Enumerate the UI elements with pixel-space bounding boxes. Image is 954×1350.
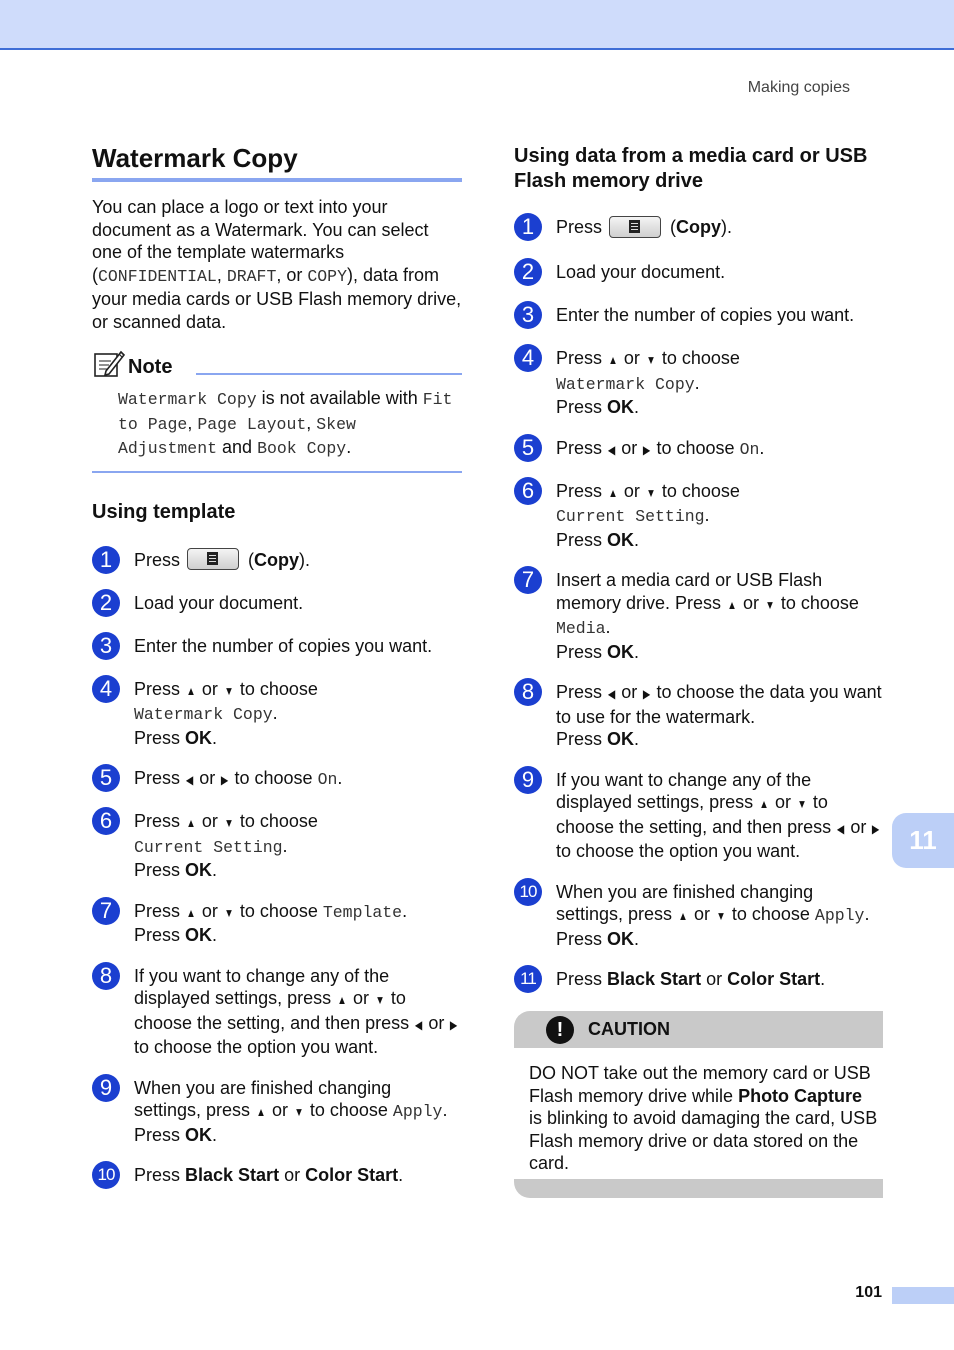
- step-text: [556, 881, 884, 951]
- page-number: 101: [855, 1284, 882, 1301]
- text-run: to choose the option you want.: [556, 841, 801, 861]
- bold-key-label: OK: [607, 641, 635, 662]
- bold-key-label: Copy: [676, 217, 722, 237]
- step-text: [556, 569, 884, 663]
- step-item: [514, 968, 884, 993]
- bold-key-label: Color Start: [305, 1165, 399, 1185]
- text-run: to choose: [234, 900, 323, 921]
- arrow-down-icon: ▼: [716, 909, 726, 923]
- step-item: [92, 632, 462, 660]
- arrow-down-icon: ▼: [797, 797, 807, 811]
- subheading-using-template: Using template: [92, 500, 236, 523]
- text-run: to choose: [656, 480, 740, 501]
- text-run: Press: [556, 480, 608, 501]
- text-run: .: [634, 641, 640, 662]
- step-number-badge: 1: [514, 213, 542, 241]
- step-item: [92, 675, 462, 750]
- exclamation-icon: !: [546, 1016, 574, 1044]
- steps-using-media: [514, 216, 884, 993]
- step-text: [134, 1164, 403, 1187]
- arrow-left-icon: ◀: [185, 773, 194, 787]
- text-run: to choose: [651, 437, 740, 458]
- text-run: Insert a media card or USB Flash memory drive. Press: [556, 570, 823, 613]
- arrow-down-icon: ▼: [375, 993, 385, 1007]
- text-run: Press: [556, 928, 608, 949]
- text-run: Press: [134, 678, 186, 699]
- lcd-menu-text: Skew Adjustment: [118, 414, 356, 458]
- step-item: [514, 216, 884, 241]
- arrow-right-icon: ▶: [643, 442, 651, 457]
- caution-label: CAUTION: [588, 1019, 670, 1039]
- chapter-tab: 11: [892, 813, 954, 868]
- text-run: or: [618, 348, 645, 368]
- step-text: [134, 635, 432, 658]
- caution-footer-band: [514, 1179, 883, 1198]
- step-item: [514, 304, 884, 329]
- step-item: [514, 681, 884, 751]
- bold-key-label: OK: [185, 1124, 213, 1145]
- right-column: [514, 140, 884, 1198]
- step-item: [92, 1074, 462, 1147]
- arrow-down-icon: ▼: [294, 1105, 304, 1119]
- text-run: to choose: [304, 1100, 393, 1120]
- text-run: ), data from your media cards or USB Flash memory drive, or scanned data.: [92, 264, 462, 332]
- text-run: Enter the number of copies you want.: [134, 635, 433, 656]
- text-run: Press: [134, 900, 186, 921]
- step-item: [514, 569, 884, 663]
- note-label: Note: [128, 356, 173, 378]
- text-run: or: [196, 811, 223, 831]
- text-run: .: [272, 703, 278, 723]
- text-run: Press: [556, 348, 608, 368]
- lcd-menu-text: Book Copy: [257, 439, 347, 458]
- text-run: .: [864, 904, 870, 924]
- arrow-up-icon: ▲: [256, 1105, 266, 1119]
- step-text: [134, 767, 342, 792]
- text-run: or: [348, 988, 375, 1008]
- step-number-badge: 1: [92, 546, 120, 574]
- lcd-menu-text: CONFIDENTIAL: [98, 266, 217, 286]
- text-run: Press: [134, 1165, 186, 1185]
- lcd-menu-text: COPY: [307, 266, 347, 286]
- arrow-right-icon: ▶: [643, 687, 651, 701]
- bold-key-label: Photo Capture: [738, 1085, 863, 1106]
- text-run: Press: [134, 549, 186, 570]
- text-run: (: [243, 549, 255, 570]
- arrow-down-icon: ▼: [224, 905, 234, 920]
- text-run: .: [212, 1124, 218, 1145]
- text-run: to choose: [775, 592, 859, 613]
- step-text: [134, 1077, 462, 1147]
- step-text: [556, 681, 884, 751]
- text-run: or: [618, 480, 645, 501]
- step-text: [134, 592, 303, 615]
- text-run: to choose the data you want to use for the watermark.: [556, 682, 882, 727]
- text-run: When you are finished changing settings, press: [134, 1077, 392, 1120]
- lcd-menu-text: On: [739, 439, 760, 459]
- step-number-badge: 10: [92, 1161, 120, 1189]
- text-run: Press: [134, 727, 186, 748]
- text-run: .: [634, 729, 640, 749]
- lcd-menu-text: Watermark Copy: [134, 705, 273, 724]
- arrow-up-icon: ▲: [727, 597, 737, 612]
- text-run: Press: [556, 529, 608, 550]
- text-run: and: [217, 437, 258, 457]
- text-run: Enter the number of copies you want.: [556, 305, 855, 325]
- lcd-menu-text: Apply: [392, 1102, 443, 1121]
- text-run: .: [212, 860, 218, 880]
- text-run: DO NOT take out the memory card or USB Flash memory drive while: [529, 1063, 871, 1106]
- arrow-right-icon: ▶: [221, 773, 229, 787]
- step-item: [92, 546, 462, 574]
- header-band: [0, 0, 954, 50]
- text-run: , or: [276, 264, 308, 285]
- text-run: Press: [556, 641, 608, 662]
- note-text: [118, 387, 462, 461]
- note-rule: [196, 373, 462, 375]
- arrow-down-icon: ▼: [224, 683, 234, 698]
- steps-using-template: [92, 546, 462, 1190]
- text-run: or: [266, 1100, 293, 1120]
- step-number-badge: 7: [514, 566, 542, 594]
- lcd-menu-text: Apply: [814, 906, 865, 925]
- text-run: ,: [216, 264, 227, 285]
- bold-key-label: Copy: [254, 549, 300, 570]
- arrow-up-icon: ▲: [759, 797, 769, 811]
- text-run: to choose the setting, and then press: [134, 988, 415, 1033]
- text-run: Press: [556, 969, 608, 989]
- arrow-up-icon: ▲: [186, 683, 196, 698]
- arrow-up-icon: ▲: [186, 816, 196, 830]
- caution-header: [514, 1011, 883, 1048]
- bold-key-label: Black Start: [607, 969, 702, 989]
- lcd-menu-text: Current Setting: [134, 837, 283, 857]
- lcd-menu-text: Media: [556, 619, 606, 638]
- text-run: .: [634, 397, 640, 417]
- text-run: Press: [134, 811, 186, 831]
- bold-key-label: OK: [607, 529, 635, 550]
- lcd-menu-text: On: [317, 770, 338, 789]
- step-number-badge: 6: [92, 807, 120, 835]
- text-run: or: [845, 816, 872, 837]
- left-column: [92, 140, 462, 1189]
- step-text: [556, 304, 854, 327]
- text-run: .: [398, 1165, 404, 1185]
- caution-box: [514, 1011, 883, 1198]
- text-run: to choose: [234, 678, 318, 699]
- step-number-badge: 5: [514, 434, 542, 462]
- text-run: Press: [556, 682, 608, 702]
- bold-key-label: OK: [607, 397, 635, 417]
- text-run: .: [820, 969, 826, 989]
- step-text: [556, 480, 740, 552]
- text-run: or: [616, 437, 643, 458]
- text-run: .: [212, 925, 218, 945]
- text-run: .: [634, 529, 640, 550]
- note-pencil-icon: [92, 349, 126, 379]
- step-number-badge: 3: [514, 301, 542, 329]
- arrow-left-icon: ◀: [607, 442, 616, 457]
- text-run: If you want to change any of the displayed settings, press: [134, 965, 390, 1008]
- text-run: Load your document.: [556, 262, 726, 282]
- text-run: Press: [556, 729, 608, 749]
- step-text: [556, 347, 740, 419]
- step-number-badge: 3: [92, 632, 120, 660]
- text-run: .: [634, 928, 640, 949]
- text-run: ).: [299, 549, 311, 570]
- step-text: [556, 261, 725, 284]
- step-item: [514, 766, 884, 863]
- text-run: .: [402, 900, 408, 921]
- caution-text: [514, 1048, 883, 1179]
- text-run: .: [212, 727, 218, 748]
- arrow-up-icon: ▲: [608, 485, 618, 500]
- step-item: [92, 1164, 462, 1189]
- text-run: Press: [134, 925, 186, 945]
- text-run: .: [605, 617, 611, 637]
- lcd-menu-text: Template: [322, 902, 403, 922]
- text-run: or: [194, 768, 221, 788]
- lcd-menu-text: Watermark Copy: [118, 390, 257, 409]
- step-number-badge: 5: [92, 764, 120, 792]
- step-number-badge: 6: [514, 477, 542, 505]
- bold-key-label: Black Start: [185, 1165, 280, 1185]
- text-run: Press: [556, 217, 608, 237]
- text-run: to choose the option you want.: [134, 1037, 379, 1057]
- text-run: to choose: [229, 768, 318, 788]
- text-run: When you are finished changing settings, press: [556, 881, 814, 924]
- step-item: [514, 261, 884, 286]
- page-number-bar: [892, 1287, 954, 1304]
- step-item: [92, 962, 462, 1059]
- section-title: Watermark Copy: [92, 140, 462, 182]
- step-item: [92, 897, 462, 947]
- step-number-badge: 7: [92, 897, 120, 925]
- step-text: [556, 769, 884, 863]
- subheading-using-media: Using data from a media card or USB Flash memory drive: [514, 145, 868, 192]
- text-run: to choose the setting, and then press: [556, 792, 837, 837]
- text-run: Press: [134, 860, 186, 880]
- text-run: Press: [556, 397, 608, 417]
- text-run: ,: [187, 412, 198, 433]
- text-run: Press: [134, 1124, 186, 1145]
- arrow-down-icon: ▼: [646, 485, 656, 500]
- text-run: or: [279, 1165, 306, 1185]
- text-run: or: [616, 682, 643, 702]
- step-item: [514, 477, 884, 552]
- arrow-left-icon: ◀: [415, 1017, 423, 1032]
- step-text: [134, 900, 407, 947]
- bold-key-label: OK: [607, 928, 635, 949]
- bold-key-label: OK: [607, 729, 635, 749]
- arrow-left-icon: ◀: [607, 687, 616, 701]
- bold-key-label: OK: [185, 727, 213, 748]
- arrow-down-icon: ▼: [224, 816, 234, 830]
- text-run: .: [759, 437, 765, 458]
- step-number-badge: 9: [514, 766, 542, 794]
- text-run: .: [694, 372, 700, 393]
- step-number-badge: 4: [514, 344, 542, 372]
- text-run: .: [337, 768, 343, 788]
- lcd-menu-text: Watermark Copy: [556, 374, 695, 394]
- step-text: [134, 678, 318, 750]
- arrow-right-icon: ▶: [450, 1017, 458, 1032]
- copy-button-icon: [187, 548, 239, 570]
- step-text: [556, 216, 732, 239]
- text-run: or: [196, 678, 223, 699]
- text-run: or: [196, 900, 223, 921]
- arrow-up-icon: ▲: [337, 993, 347, 1007]
- text-run: .: [282, 835, 288, 856]
- text-run: to choose: [234, 811, 318, 831]
- bold-key-label: OK: [185, 925, 213, 945]
- text-run: or: [737, 592, 764, 613]
- running-header: Making copies: [747, 79, 850, 96]
- step-item: [92, 767, 462, 792]
- step-item: [514, 434, 884, 462]
- arrow-left-icon: ◀: [837, 821, 845, 836]
- step-number-badge: 8: [92, 962, 120, 990]
- text-run: Load your document.: [134, 592, 304, 613]
- text-run: is blinking to avoid damaging the card, USB Flash memory drive or data stored on the card.: [529, 1108, 878, 1173]
- text-run: (: [665, 217, 677, 237]
- lcd-menu-text: DRAFT: [226, 266, 277, 286]
- note-header: [92, 349, 462, 379]
- step-text: [556, 437, 764, 462]
- text-run: .: [704, 505, 710, 525]
- bold-key-label: OK: [185, 860, 213, 880]
- step-item: [92, 589, 462, 617]
- step-text: [556, 968, 825, 991]
- text-run: to choose: [656, 348, 740, 368]
- step-item: [92, 810, 462, 882]
- text-run: or: [688, 904, 715, 924]
- step-item: [514, 881, 884, 951]
- step-text: [134, 549, 310, 572]
- step-number-badge: 9: [92, 1074, 120, 1102]
- copy-button-icon: [609, 216, 661, 238]
- text-run: Press: [134, 768, 186, 788]
- step-number-badge: 2: [514, 258, 542, 286]
- intro-paragraph: [92, 196, 462, 333]
- arrow-down-icon: ▼: [646, 353, 656, 367]
- arrow-up-icon: ▲: [186, 905, 196, 920]
- arrow-down-icon: ▼: [765, 597, 775, 612]
- step-item: [514, 347, 884, 419]
- text-run: to choose: [726, 904, 815, 924]
- step-number-badge: 11: [514, 965, 542, 993]
- lcd-menu-text: Fit to Page: [118, 390, 453, 434]
- note-box: [92, 349, 462, 473]
- lcd-menu-text: Current Setting: [556, 507, 705, 526]
- arrow-up-icon: ▲: [608, 353, 618, 367]
- arrow-up-icon: ▲: [678, 909, 688, 923]
- text-run: If you want to change any of the displayed settings, press: [556, 769, 812, 812]
- text-run: .: [346, 437, 352, 457]
- text-run: ,: [306, 412, 317, 433]
- step-number-badge: 10: [514, 878, 542, 906]
- arrow-right-icon: ▶: [872, 821, 880, 836]
- text-run: Press: [556, 437, 608, 458]
- step-number-badge: 4: [92, 675, 120, 703]
- text-run: You can place a logo or text into your document as a Watermark. You can select one of the template watermarks (: [92, 197, 429, 285]
- text-run: or: [423, 1012, 450, 1033]
- bold-key-label: Color Start: [727, 969, 821, 989]
- text-run: or: [701, 969, 728, 989]
- text-run: is not available with: [256, 388, 423, 408]
- step-text: [134, 965, 462, 1059]
- text-run: ).: [721, 217, 733, 237]
- text-run: .: [442, 1100, 448, 1120]
- step-number-badge: 2: [92, 589, 120, 617]
- step-number-badge: 8: [514, 678, 542, 706]
- text-run: or: [770, 792, 797, 812]
- step-text: [134, 810, 318, 882]
- lcd-menu-text: Page Layout: [197, 414, 307, 434]
